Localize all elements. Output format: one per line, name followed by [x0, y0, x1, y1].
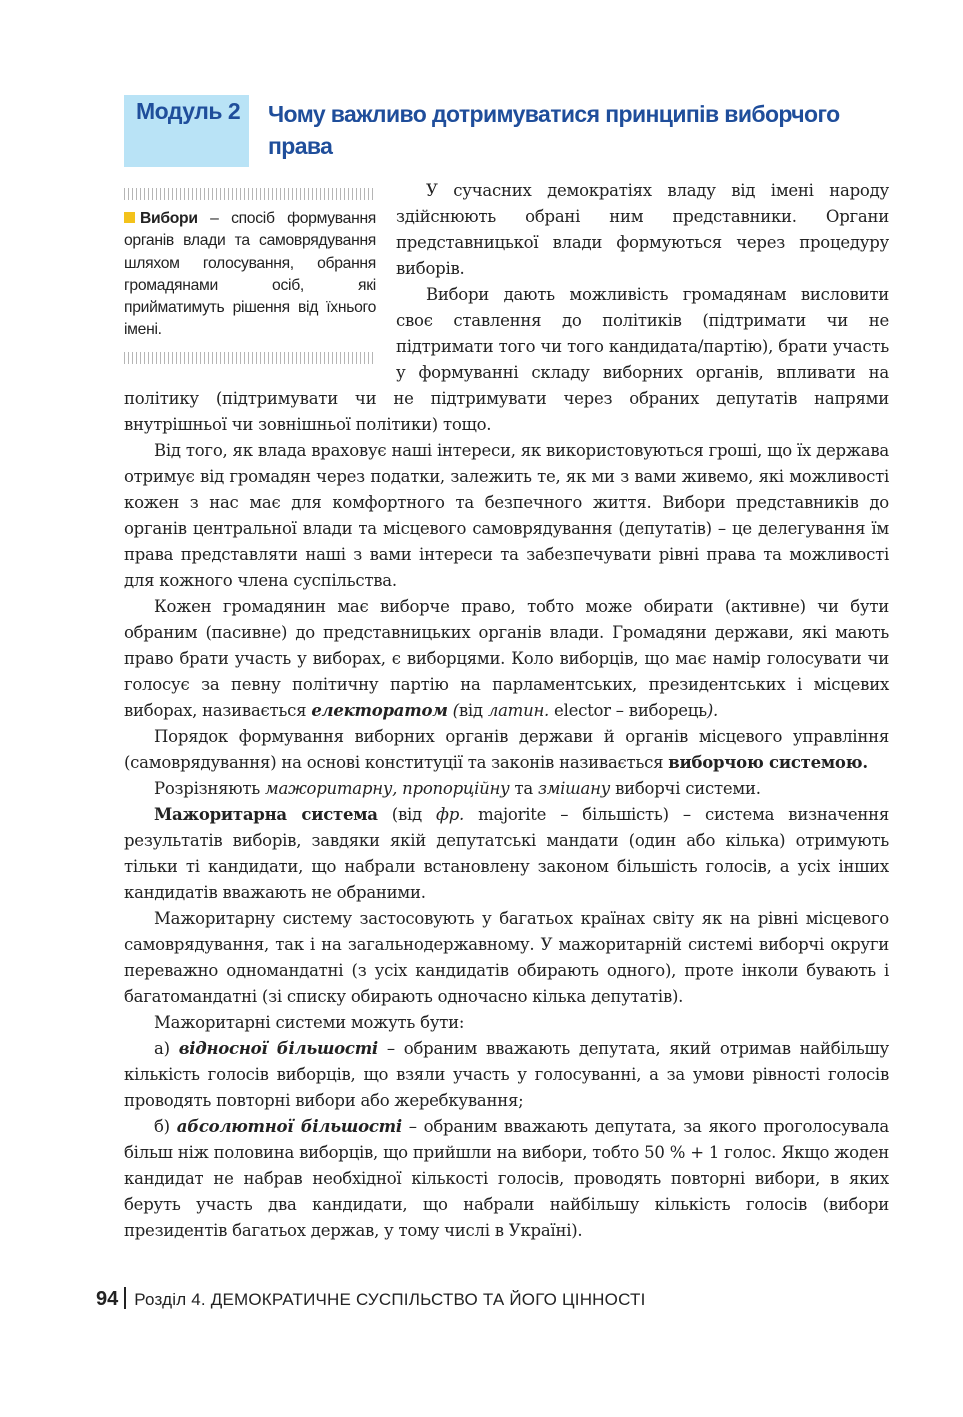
page-footer [96, 1287, 646, 1311]
footer-separator [124, 1287, 126, 1309]
paragraph-8: Мажоритарну систему застосовують у багатьох країнах світу як на рівні місцевого самоврядування, так і на загальнодержавному. У мажоритарній системі виборчі округи переважно одномандатні (з усіх кандидатів обирають одного), проте інколи бувають і багатомандатні (зі списку обирають одночасно кілька депутатів). [124, 909, 889, 1006]
term-absolute-majority: абсолютної більшості [176, 1117, 402, 1136]
paragraph-9: Мажоритарні системи можуть бути: [154, 1013, 465, 1032]
paragraph-5: Порядок формування виборних органів держави й органів місцевого управління (самоврядування) на основі конституції та законів називається виборчою системою. [124, 727, 889, 772]
paragraph-11: б) абсолютної більшості – обраним вважають депутата, за якого проголосувала більш ніж половина виборців, що прийшли на вибори, тобто 50 % + 1 голос. Якщо жоден кандидат не набрав необхідної кількості голосів, проводять повторні вибори, в яких беруть участь два кандидати, що набрали найбільшу кількість голосів (вибори президентів багатьох держав, у тому числі в Україні). [124, 1117, 889, 1240]
paragraph-2: Вибори дають можливість громадянам висловити своє ставлення до політиків (підтримати чи не підтримати того чи того кандидата/партію), брати участь у формуванні складу виборних органів, впливати на політику (підтримувати чи не підтримувати через обраних депутатів напрями внутрішньої чи зовнішньої політики) тощо. [124, 285, 889, 434]
module-label: Модуль 2 [136, 98, 241, 124]
paragraph-1: У сучасних демократіях владу від імені народу здійснюють обрані ним представники. Органи представницької влади формуються через процедуру виборів. [396, 181, 889, 278]
paragraph-7: Мажоритарна система (від фр. majorite – більшість) – система визначення результатів виборів, завдяки якій депутатські мандати (один або кілька) отримують тільки ті кандидати, що набрали встановлену законом більшість голосів, а усіх інших кандидатів вважають не обраними. [124, 805, 889, 902]
paragraph-10: а) відносної більшості – обраним вважають депутата, який отримав найбільшу кількість голосів виборців, що взяли участь у голосуванні, а за умови рівності голосів проводять повторні вибори або жеребкування; [124, 1039, 889, 1110]
paragraph-6: Розрізняють мажоритарну, пропорційну та змішану виборчі системи. [154, 779, 761, 798]
page-number: 94 [96, 1288, 119, 1310]
term-relative-majority: відносної більшості [178, 1039, 378, 1058]
section-title: Розділ 4. ДЕМОКРАТИЧНЕ СУСПІЛЬСТВО ТА ЙОГО ЦІННОСТІ [134, 1290, 646, 1309]
definition-text: – спосіб формування органів влади та самоврядування шляхом голосування, обрання громадянами осіб, які прийматимуть рішення від їхнього імені. [124, 210, 376, 339]
term-majoritarian-system: Мажоритарна система [154, 805, 378, 824]
paragraph-3: Від того, як влада враховує наші інтереси, як використовуються гроші, що їх держава отримує від громадян через податки, залежить те, як ми з вами живемо, які можливості кожен з нас має для комфортного та безпечного життя. Вибори представників до органів центральної влади та місцевого самоврядування (депутатів) – це делегування їм права представляти наші з вами інтереси та забезпечувати рівні права та можливості для кожного члена суспільства. [124, 441, 889, 590]
sidebar-spacer [124, 178, 396, 386]
definition-term: Вибори [140, 210, 198, 227]
term-electoral-system: виборчою системою. [668, 753, 868, 772]
main-text [124, 178, 889, 1244]
paragraph-4: Кожен громадянин має виборче право, тобто може обирати (активне) чи бути обраним (пасивне) до представницьких органів влади. Громадяни держави, які мають право брати участь у виборах, є виборцями. Коло виборців, що має намір голосувати чи голосує за певну політичну партію на парламентських, президентських і місцевих виборах, називається електоратом (від латин. elector – виборець). [124, 597, 889, 720]
term-electorate: електоратом [311, 701, 448, 720]
module-title: Чому важливо дотримуватися принципів виборчого права [268, 101, 840, 159]
